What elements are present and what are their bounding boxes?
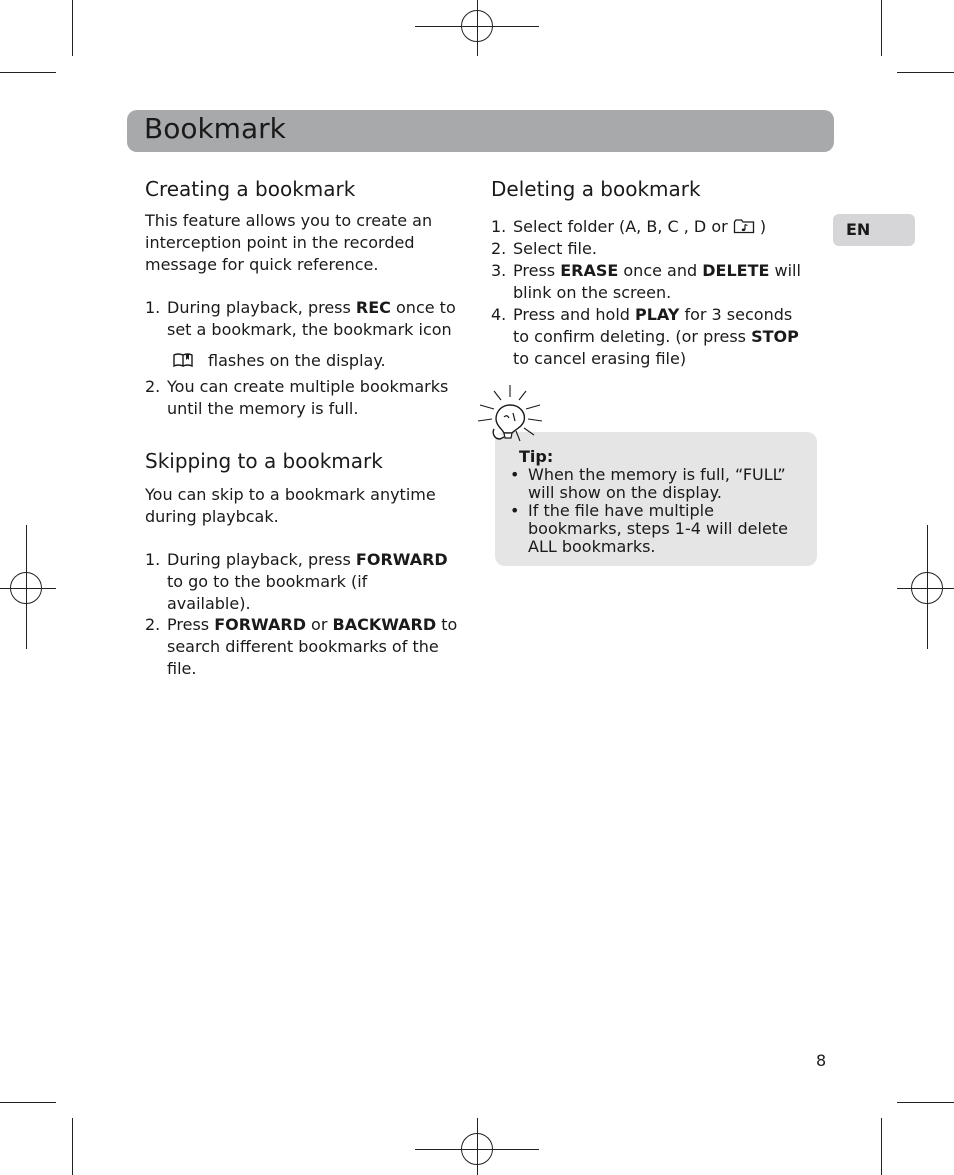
skipping-intro: You can skip to a bookmark anytime during playbcak. <box>145 485 436 526</box>
tip-label: Tip: <box>519 447 554 466</box>
creating-intro: This feature allows you to create an interception point in the recorded message for quick reference. <box>145 211 433 274</box>
music-folder-icon <box>733 218 755 234</box>
deleting-heading: Deleting a bookmark <box>491 177 701 201</box>
language-label: EN <box>846 220 871 239</box>
creating-heading: Creating a bookmark <box>145 177 356 201</box>
bookmark-icon <box>172 352 194 368</box>
page-title: Bookmark <box>144 112 286 145</box>
lightbulb-icon <box>474 383 546 445</box>
title-bar <box>127 110 834 152</box>
page-number: 8 <box>816 1051 827 1070</box>
creating-step-1-line-3: flashes on the display. <box>208 351 386 370</box>
language-badge <box>833 214 915 246</box>
skipping-heading: Skipping to a bookmark <box>145 449 383 473</box>
